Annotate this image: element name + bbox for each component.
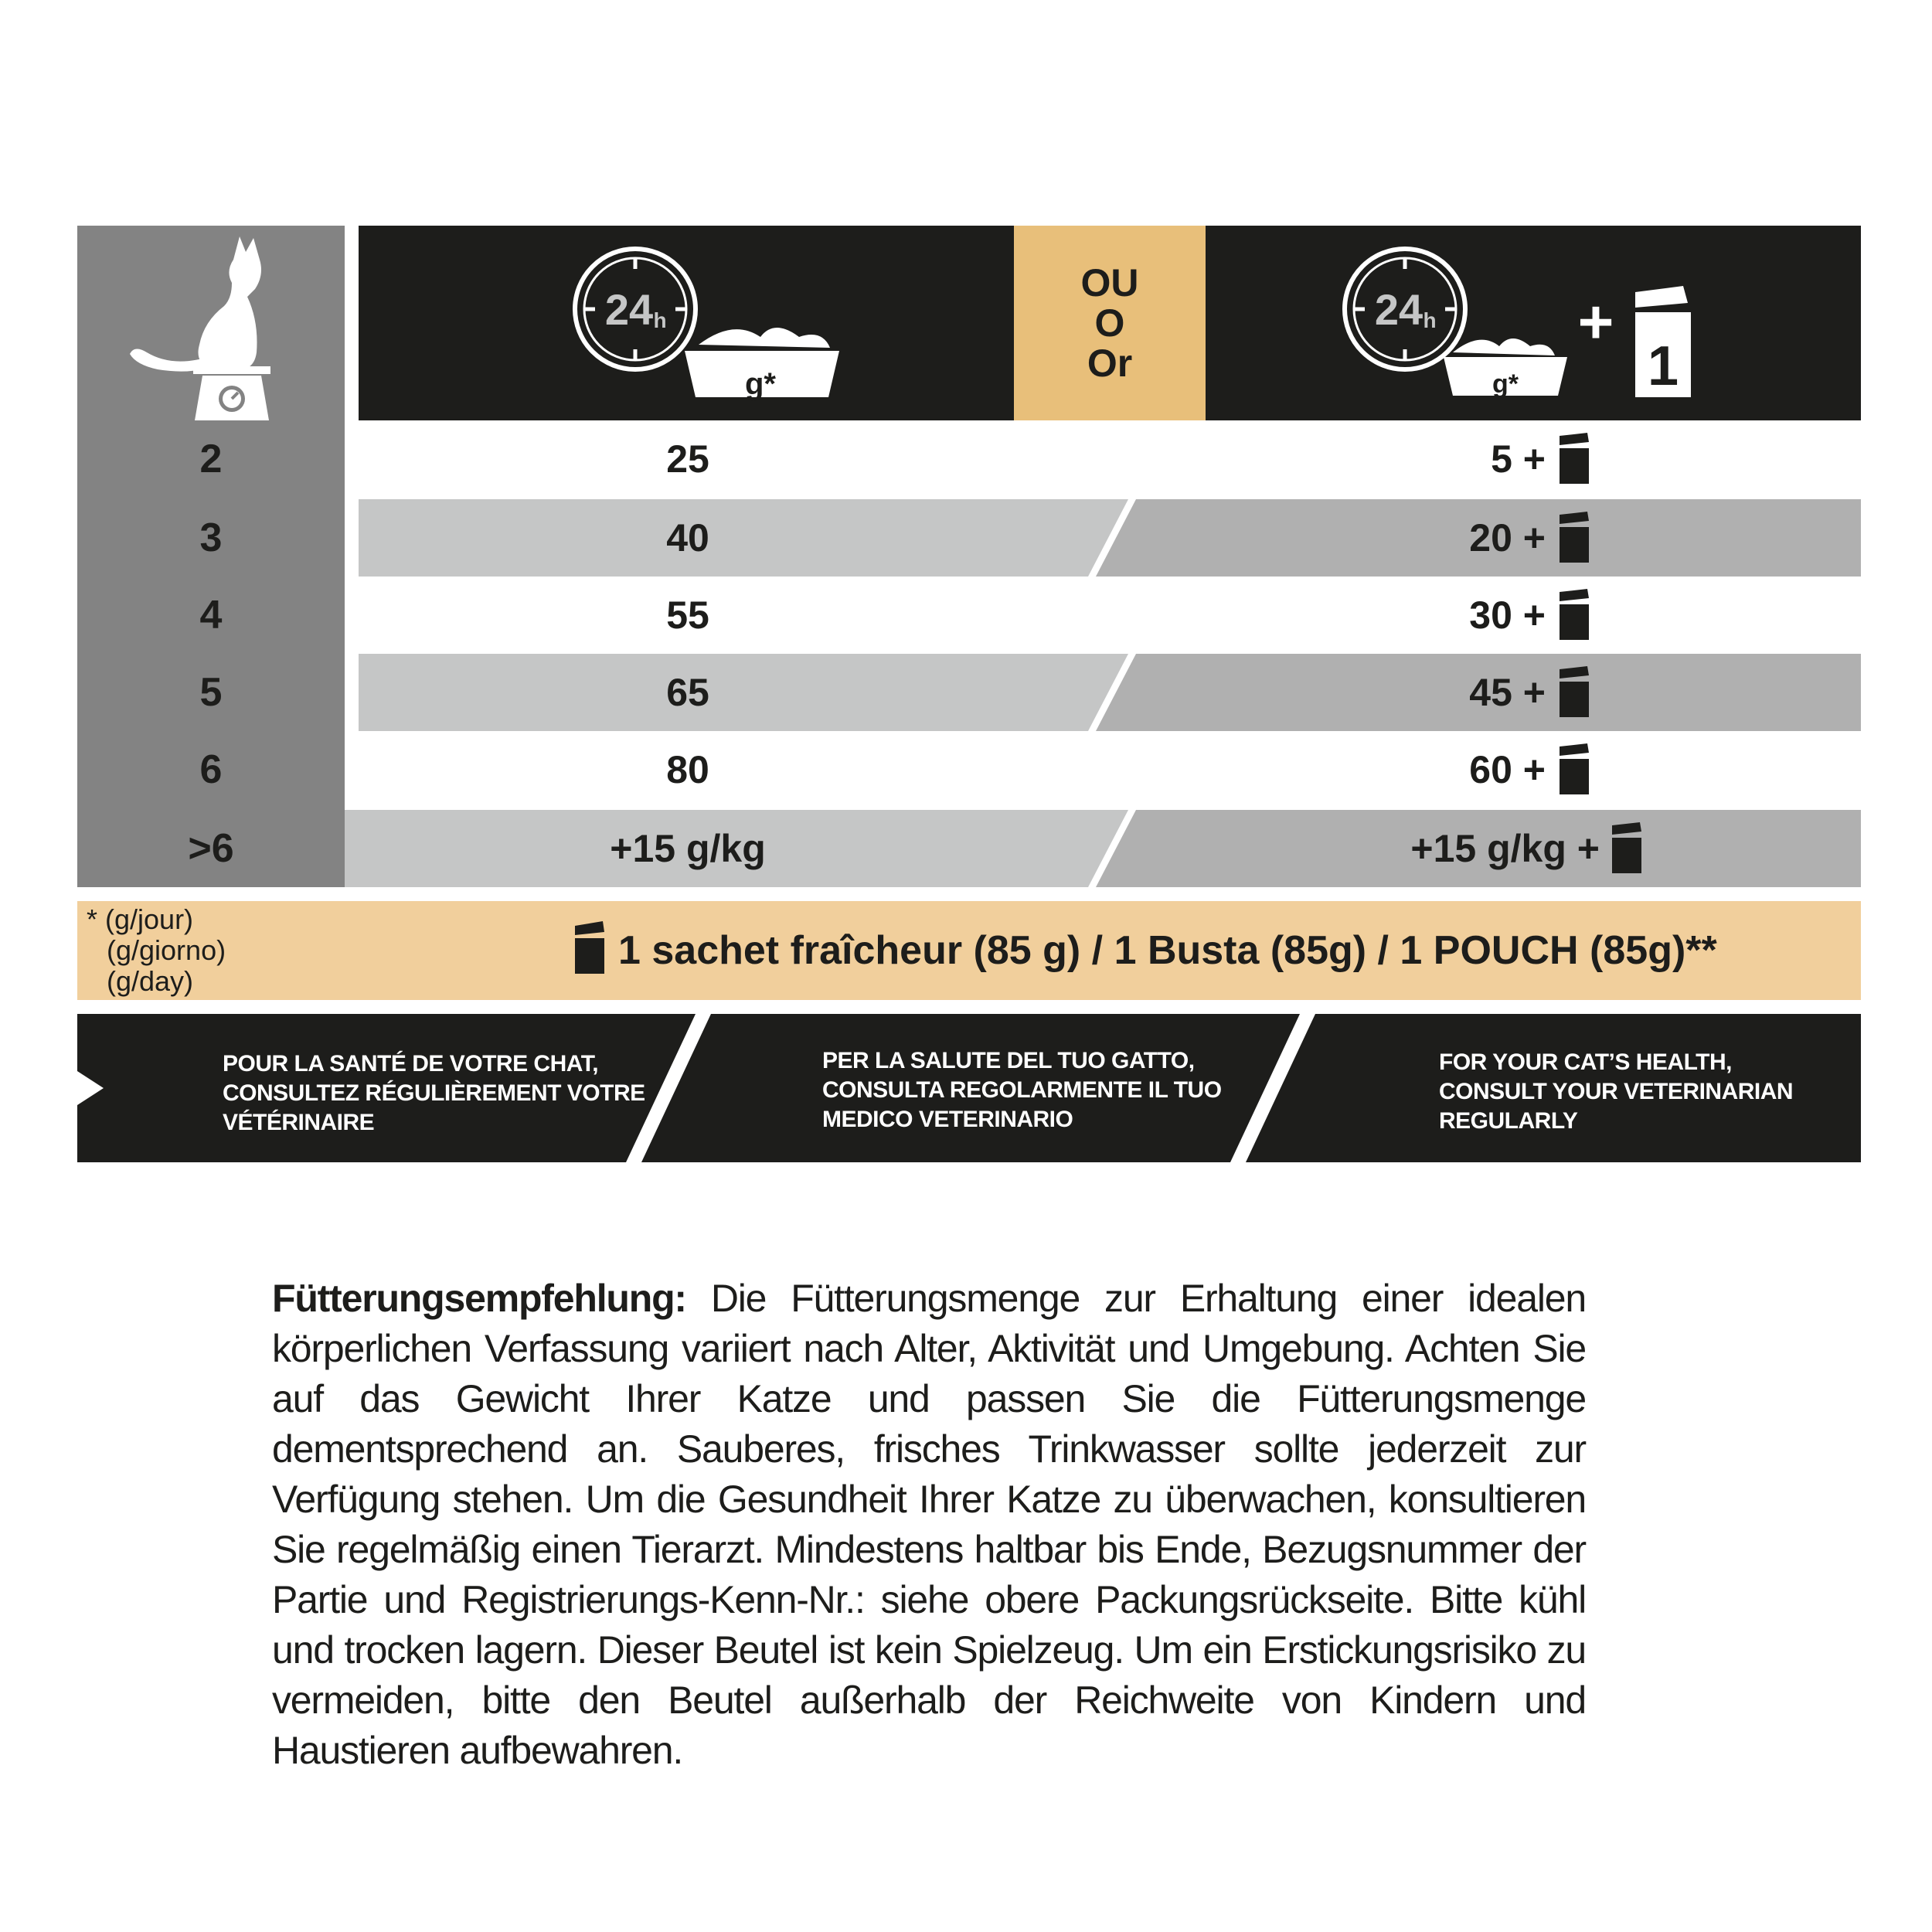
vet-advice-italian: PER LA SALUTE DEL TUO GATTO, CONSULTA REGOLARMENTE IL TUO MEDICO VETERINARIO <box>822 1048 1222 1132</box>
clock-unit-label: h <box>653 308 667 332</box>
weight-2kg: 2 <box>199 437 223 481</box>
plus-sign: + <box>1577 287 1614 356</box>
pouch-icon <box>572 921 607 974</box>
pouch-icons <box>0 0 1932 896</box>
bowl-grams-label-2: g* <box>1492 369 1519 399</box>
pouch-icon <box>1560 666 1589 717</box>
mixed-2kg: 5 + <box>1491 437 1546 481</box>
vet-advice-french: POUR LA SANTÉ DE VOTRE CHAT, CONSULTEZ RÉGULIÈREMENT VOTRE VÉTÉRINAIRE <box>223 1051 645 1135</box>
unit-english: (g/day) <box>107 965 194 997</box>
pouch-icon <box>1560 512 1589 563</box>
pouch-count: 1 <box>1647 335 1679 397</box>
weight-over-6kg: >6 <box>188 826 234 871</box>
or-italian: O <box>1094 301 1125 345</box>
clock-hours-label: 24 <box>604 285 654 334</box>
units-footnote <box>87 904 226 997</box>
dry-only-3kg: 40 <box>666 516 709 560</box>
dry-only-5kg: 65 <box>666 671 709 714</box>
clock-hours-label-2: 24 <box>1374 285 1423 334</box>
pouch-icon <box>1560 589 1589 640</box>
dry-only-4kg: 55 <box>666 594 709 637</box>
feeding-recommendation-text <box>272 1274 1586 1776</box>
or-french: OU <box>1080 261 1139 304</box>
pouch-icon <box>1560 433 1589 484</box>
dry-only-over-6kg: +15 g/kg <box>610 827 766 870</box>
unit-french: * (g/jour) <box>87 903 194 935</box>
feeding-recommendation-heading: Fütterungsempfehlung: <box>272 1277 686 1320</box>
unit-italian: (g/giorno) <box>107 934 226 966</box>
mixed-5kg: 45 + <box>1469 671 1546 714</box>
pouch-icon <box>1612 822 1641 873</box>
bowl-grams-label: g* <box>745 367 776 401</box>
clock-unit-label-2: h <box>1423 308 1437 332</box>
mixed-6kg: 60 + <box>1469 748 1546 791</box>
dry-only-6kg: 80 <box>666 748 709 791</box>
pouch-icon <box>1560 743 1589 794</box>
weight-6kg: 6 <box>199 747 223 792</box>
mixed-4kg: 30 + <box>1469 594 1546 637</box>
vet-advice-english: FOR YOUR CAT’S HEALTH, CONSULT YOUR VETERINARIAN REGULARLY <box>1439 1049 1794 1134</box>
mixed-over-6kg: +15 g/kg + <box>1410 827 1600 870</box>
or-english: Or <box>1087 342 1133 385</box>
dry-only-2kg: 25 <box>666 437 709 481</box>
feeding-recommendation-body: Die Fütterungsmenge zur Erhaltung einer idealen körperlichen Verfassung variiert nach Alter, Aktivität und Umgebung. Achten Sie auf das Gewicht Ihrer Katze und passen Sie die Fütterungsmenge dementsprechend an. Sauberes, frisches Trinkwasser sollte jederzeit zur Verfügung stehen. Um die Gesundheit Ihrer Katze zu überwachen, konsultieren Sie regelmäßig einen Tierarzt. Mindestens haltbar bis Ende, Bezugsnummer der Partie und Registrierungs-Kenn-Nr.: siehe obere Packungsrückseite. Bitte kühl und trocken lagern. Dieser Beutel ist kein Spielzeug. Um ein Erstickungsrisiko zu vermeiden, bitte den Beutel außerhalb der Reichweite von Kindern und Haustieren aufbewahren. <box>272 1277 1586 1772</box>
weight-3kg: 3 <box>199 515 223 560</box>
weight-4kg: 4 <box>199 593 223 638</box>
mixed-3kg: 20 + <box>1469 516 1546 560</box>
weight-5kg: 5 <box>199 670 223 715</box>
pouch-size-note: 1 sachet fraîcheur (85 g) / 1 Busta (85g) / 1 POUCH (85g)** <box>618 928 1717 973</box>
